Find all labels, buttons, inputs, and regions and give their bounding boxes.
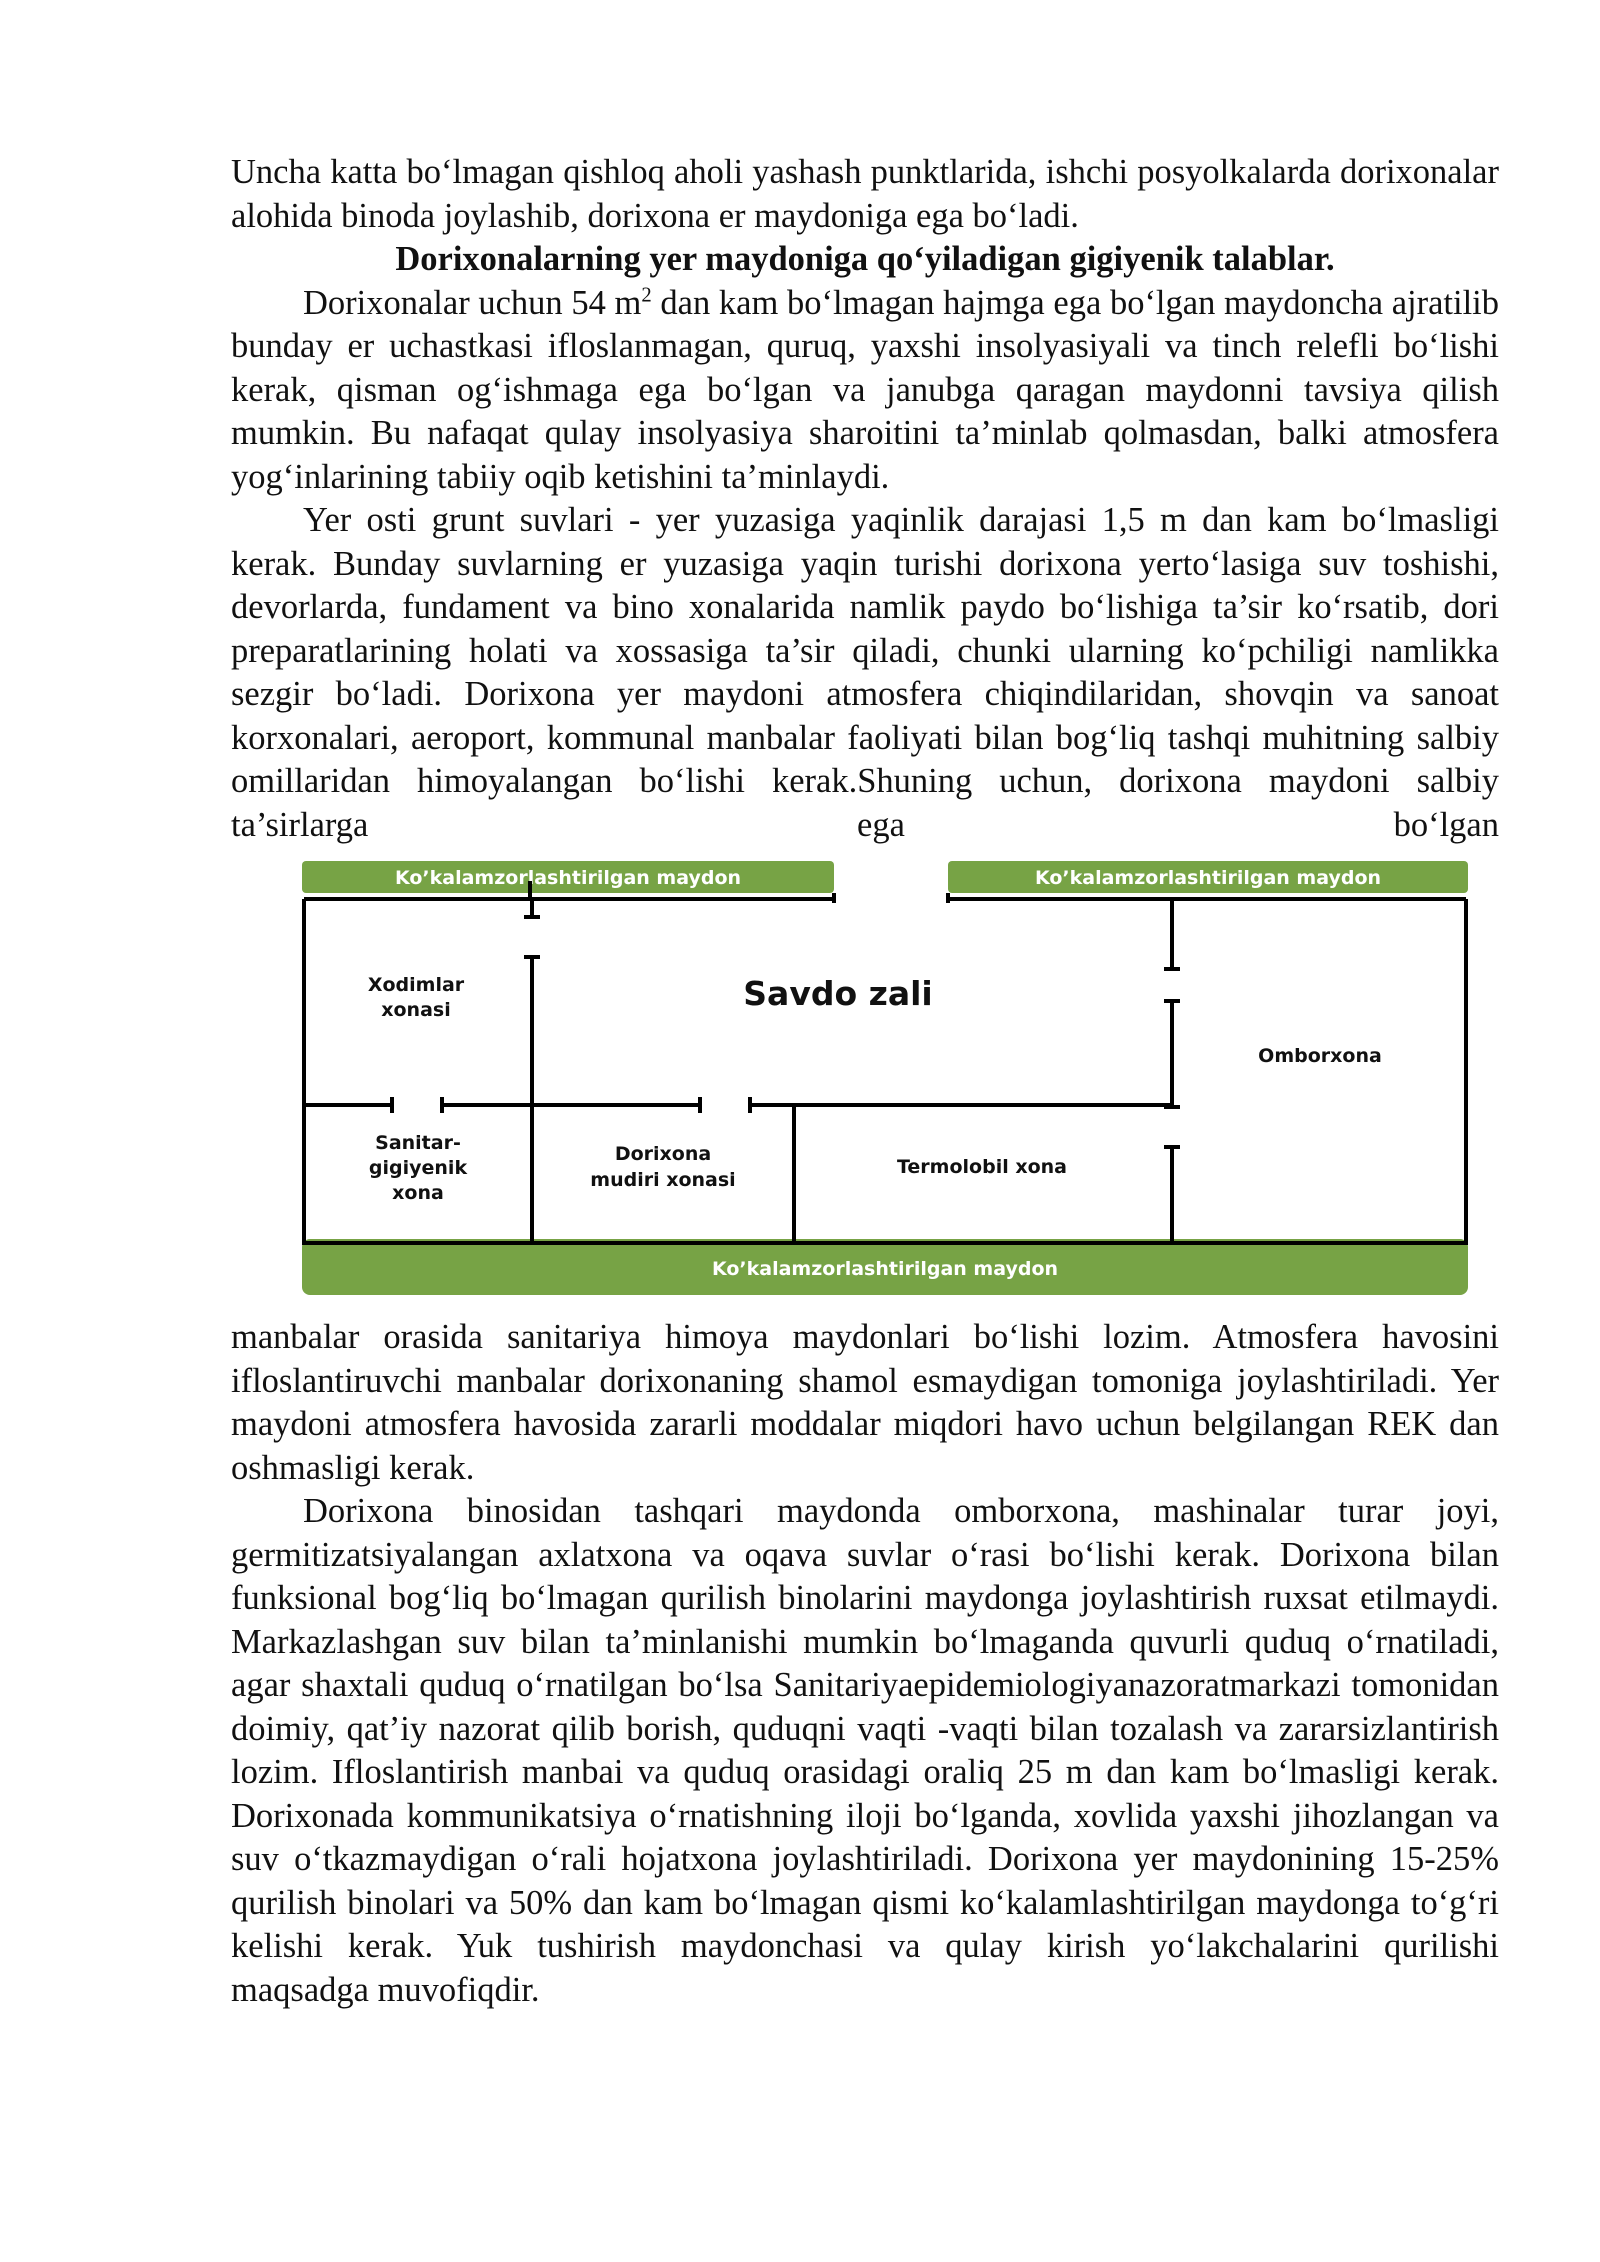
- green-area-bottom-label: Ko’kalamzorlashtirilgan maydon: [711, 1258, 1059, 1280]
- pharmacy-floor-plan: [300, 857, 1470, 1307]
- text-block-top: [231, 151, 1499, 847]
- staff-room-label-line2: xonasi: [381, 999, 451, 1021]
- sanitary-room-label-line1: Sanitar-: [375, 1132, 461, 1154]
- thermolabile-room-label: Termolobil xona: [896, 1156, 1068, 1178]
- storage-label: Omborxona: [1258, 1045, 1382, 1067]
- manager-room-label-line2: mudiri xonasi: [590, 1169, 736, 1191]
- section-heading: Dorixonalarning yer maydoniga qo‘yiladigan gigiyenik talablar.: [395, 240, 1335, 278]
- sanitary-room-label-line3: xona: [392, 1182, 444, 1204]
- paragraph-3: Yer osti grunt suvlari - yer yuzasiga yaqinlik darajasi 1,5 m dan kam bo‘lmasligi kerak. Bunday suvlarning er yuzasiga yaqin turishi dorixona yerto‘lasiga suv toshishi, devorlarda, fundament va bino xonalarida namlik paydo bo‘lishiga ta’sir ko‘rsatib, dori preparatlarining holati va xossasiga ta’sir qiladi, chunki ularning ko‘pchiligi namlikka sezgir bo‘ladi. Dorixona yer maydoni atmosfera chiqindilaridan, shovqin va sanoat korxonalari, aeroport, kommunal manbalar faoliyati bilan bog‘liq tashqi muhitning salbiy omillaridan himoyalangan bo‘lishi kerak.Shuning uchun, dorixona maydoni salbiy ta’sirlarga ega bo‘lgan: [231, 501, 1499, 844]
- green-area-top-right-label: Ko’kalamzorlashtirilgan maydon: [1034, 867, 1382, 889]
- paragraph-1: Uncha katta bo‘lmagan qishloq aholi yashash punktlarida, ishchi posyolkalarda dorixonalar alohida binoda joylashib, dorixona er maydoniga ega bo‘ladi.: [231, 153, 1499, 235]
- paragraph-2-start: Dorixonalar uchun 54 m: [303, 283, 642, 322]
- superscript-2: 2: [641, 284, 652, 306]
- staff-room-label-line1: Xodimlar: [367, 974, 465, 996]
- sales-hall-label: Savdo zali: [743, 974, 933, 1013]
- green-area-top-left-label: Ko’kalamzorlashtirilgan maydon: [394, 867, 742, 889]
- manager-room-label-line1: Dorixona: [614, 1143, 712, 1165]
- sanitary-room-label-line2: gigiyenik: [368, 1157, 468, 1179]
- paragraph-2-rest: dan kam bo‘lmagan hajmga ega bo‘lgan maydoncha ajratilib bunday er uchastkasi ifloslanmagan, quruq, yaxshi insolyasiyali va tinch relefli bo‘lishi kerak, qisman og‘ishmaga ega bo‘lgan va janubga qaragan maydonni tavsiya qilish mumkin. Bu nafaqat qulay insolyasiya sharoitini ta’minlab qolmasdan, balki atmosfera yog‘inlarining tabiiy oqib ketishini ta’minlaydi.: [231, 283, 1499, 496]
- paragraph-2: [231, 282, 1499, 500]
- paragraph-4: Dorixona binosidan tashqari maydonda omborxona, mashinalar turar joyi, germitizatsiyalangan axlatxona va oqava suvlar o‘rasi bo‘lishi kerak. Dorixona bilan funksional bog‘liq bo‘lmagan qurilish binolarini maydonga joylashtirish ruxsat etilmaydi. Markazlashgan suv bilan ta’minlanishi mumkin bo‘lmaganda quvurli quduq o‘rnatiladi, agar shaxtali quduq o‘rnatilgan bo‘lsa Sanitariyaepidemiologiyanazoratmarkazi tomonidan doimiy, qat’iy nazorat qilib borish, quduqni vaqti -vaqti bilan tozalash va zararsizlantirish lozim. Ifloslantirish manbai va quduq orasidagi oraliq 25 m dan kam bo‘lmasligi kerak. Dorixonada kommunikatsiya o‘rnatishning iloji bo‘lganda, xovlida yaxshi jihozlangan va suv o‘tkazmaydigan o‘rali hojatxona joylashtiriladi. Dorixona yer maydonining 15-25% qurilish binolari va 50% dan kam bo‘lmagan qismi ko‘kalamlashtirilgan maydonga to‘g‘ri kelishi kerak. Yuk tushirish maydonchasi va qulay kirish yo‘lakchalarini qurilishi maqsadga muvofiqdir.: [231, 1492, 1499, 2009]
- text-block-bottom: [231, 1316, 1499, 2012]
- paragraph-3-continued: manbalar orasida sanitariya himoya maydonlari bo‘lishi lozim. Atmosfera havosini ifloslantiruvchi manbalar dorixonaning shamol esmaydigan tomoniga joylashtiriladi. Yer maydoni atmosfera havosida zararli moddalar miqdori havo uchun belgilangan REK dan oshmasligi kerak.: [231, 1318, 1499, 1487]
- floor-plan-drawing: [300, 857, 1470, 1307]
